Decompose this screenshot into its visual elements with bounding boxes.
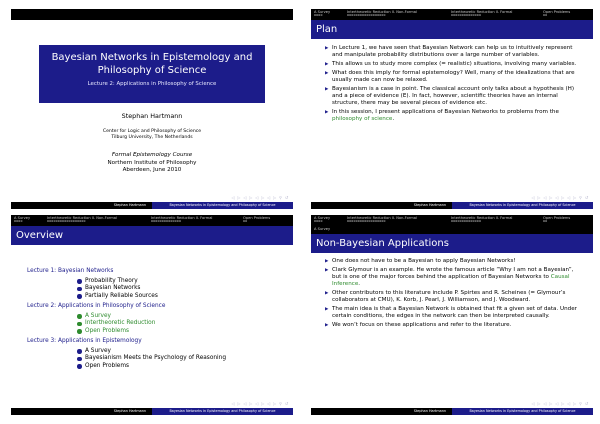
venue: Northern Institute of Philosophy: [107, 159, 197, 166]
nav-symbols[interactable]: ◁ ▷ ◁ ▷ ◁ ▷ ◁ ▷ ⚲ ↺: [531, 401, 589, 406]
lecture-3-heading: Lecture 3: Applications in Epistemology: [27, 338, 142, 344]
footer-author: Stephan Hartmann: [311, 202, 452, 209]
top-bar: [11, 215, 293, 226]
footer: [311, 202, 593, 209]
frame-title: Non-Bayesian Applications: [311, 234, 593, 253]
list-item: A Survey: [77, 313, 277, 321]
list-item: Probability Theory: [77, 278, 277, 286]
footer: [11, 202, 293, 209]
list-item: ▶ Other contributors to this literature include P. Spirtes and R. Scheines (= Glymour’s collaborators at CMU), K. Korb, J. Pearl, J. Williamson, and J. Woodward.: [325, 290, 583, 304]
overview-outline: [27, 268, 277, 373]
frame-title: Plan: [311, 20, 593, 39]
list-item: Bayesian Networks: [77, 285, 277, 293]
list-item: Open Problems: [77, 328, 277, 336]
nav-section-reduction-formal[interactable]: Intertheoretic Reduction II. Formal oooooooooooooo: [151, 216, 213, 224]
footer-author: Stephan Hartmann: [311, 408, 452, 415]
list-item: ▶ We won’t focus on these applications and refer to the literature.: [325, 322, 583, 329]
lecture-2-heading: Lecture 2: Applications in Philosophy of Science: [27, 303, 166, 309]
slide-plan: [311, 9, 593, 209]
list-item: ▶ One does not have to be a Bayesian to apply Bayesian Networks!: [325, 258, 583, 265]
footer-title: Bayesian Networks in Epistemology and Philosophy of Science: [152, 202, 293, 209]
list-item: ▶ The main idea is that a Bayesian Network is obtained that fit a given set of data. Under certain conditions, the edges in the network can then be interpreted causally.: [325, 306, 583, 320]
list-item: ▶ Clark Glymour is an example. He wrote the famous article “Why I am not a Bayesian”, but is one of the major forces behind the application of Bayesian Networks to Causal Inference.: [325, 267, 583, 289]
nav-symbols[interactable]: ◁ ▷ ◁ ▷ ◁ ▷ ◁ ▷ ⚲ ↺: [531, 195, 589, 200]
lecture-2-topics: [77, 313, 277, 336]
footer: [11, 408, 293, 415]
bullet-list: [325, 258, 583, 331]
nav-section-reduction-nonformal[interactable]: Intertheoretic Reduction II. Non-Formal oooooooooooooooooo: [347, 10, 417, 18]
top-bar: [311, 215, 593, 234]
nav-section-open-problems[interactable]: Open Problems oo: [543, 216, 571, 224]
list-item: Partially Reliable Sources: [77, 293, 277, 301]
causal-inference-link[interactable]: Causal Inference: [332, 274, 570, 288]
list-item: ▶ In Lecture 1, we have seen that Bayesian Network can help us to intuitively represent and manipulate probability distributions over a large number of variables.: [325, 45, 583, 59]
nav-section-reduction-nonformal[interactable]: Intertheoretic Reduction II. Non-Formal oooooooooooooooooo: [47, 216, 117, 224]
event-info: [11, 152, 293, 175]
list-item: ▶ This allows us to study more complex (= realistic) situations, involving many variables.: [325, 61, 583, 68]
list-item: Intertheoretic Reduction: [77, 320, 277, 328]
list-item: ▶ What does this imply for formal epistemology? Well, many of the idealizations that are usually made can now be relaxed.: [325, 70, 583, 84]
institution: Center for Logic and Philosophy of Science Tilburg University, The Netherlands: [102, 129, 202, 141]
nav-section-open-problems[interactable]: Open Problems oo: [243, 216, 271, 224]
lecture-1-heading: Lecture 1: Bayesian Networks: [27, 268, 114, 274]
presentation-subtitle: Lecture 2: Applications in Philosophy of Science: [87, 81, 217, 87]
footer-title: Bayesian Networks in Epistemology and Philosophy of Science: [452, 408, 593, 415]
list-item: ▶ In this session, I present applications of Bayesian Networks to problems from the philosophy of science.: [325, 109, 583, 123]
list-item: Open Problems: [77, 363, 277, 371]
philosophy-of-science-link[interactable]: philosophy of science: [332, 116, 393, 123]
nav-symbols[interactable]: ◁ ▷ ◁ ▷ ◁ ▷ ◁ ▷ ⚲ ↺: [231, 401, 289, 406]
list-item: Bayesianism Meets the Psychology of Reasoning: [77, 355, 277, 363]
nav-section-reduction-formal[interactable]: Intertheoretic Reduction II. Formal oooooooooooooo: [451, 216, 513, 224]
presentation-title: Bayesian Networks in Epistemology and Philosophy of Science: [51, 52, 253, 76]
footer-author: Stephan Hartmann: [11, 408, 152, 415]
nav-section-survey[interactable]: A Survey oooo: [314, 10, 331, 18]
footer-title: Bayesian Networks in Epistemology and Philosophy of Science: [452, 202, 593, 209]
footer-title: Bayesian Networks in Epistemology and Philosophy of Science: [152, 408, 293, 415]
lecture-3-topics: [77, 348, 277, 371]
nav-section-open-problems[interactable]: Open Problems oo: [543, 10, 571, 18]
slide-overview: [11, 215, 293, 415]
nav-section-survey[interactable]: A Survey oooo: [14, 216, 31, 224]
place-date: Aberdeen, June 2010: [122, 167, 182, 173]
slide-non-bayesian: [311, 215, 593, 415]
footer: [311, 408, 593, 415]
slide-title: [11, 9, 293, 209]
top-bar: [311, 9, 593, 20]
footer-author: Stephan Hartmann: [11, 202, 152, 209]
lecture-1-topics: [77, 278, 277, 301]
course-name: Formal Epistemology Course: [111, 152, 193, 158]
bullet-list: [325, 45, 583, 125]
nav-section-reduction-formal[interactable]: Intertheoretic Reduction II. Formal oooooooooooooo: [451, 10, 513, 18]
list-item: A Survey: [77, 348, 277, 356]
author: Stephan Hartmann: [121, 112, 183, 120]
title-box: [39, 45, 265, 103]
frame-title: Overview: [11, 226, 293, 245]
nav-symbols[interactable]: ◁ ▷ ◁ ▷ ◁ ▷ ◁ ▷ ⚲ ↺: [231, 195, 289, 200]
current-subsection: A Survey: [314, 227, 331, 231]
list-item: ▶ Bayesianism is a case in point. The classical account only talks about a hypothesis (H) and a piece of evidence (E). In fact, however, scientific theories have an internal structure, there may be several pieces of evidence etc.: [325, 86, 583, 108]
nav-section-reduction-nonformal[interactable]: Intertheoretic Reduction II. Non-Formal oooooooooooooooooo: [347, 216, 417, 224]
top-bar: [11, 9, 293, 20]
nav-section-survey[interactable]: A Survey oooo: [314, 216, 331, 224]
